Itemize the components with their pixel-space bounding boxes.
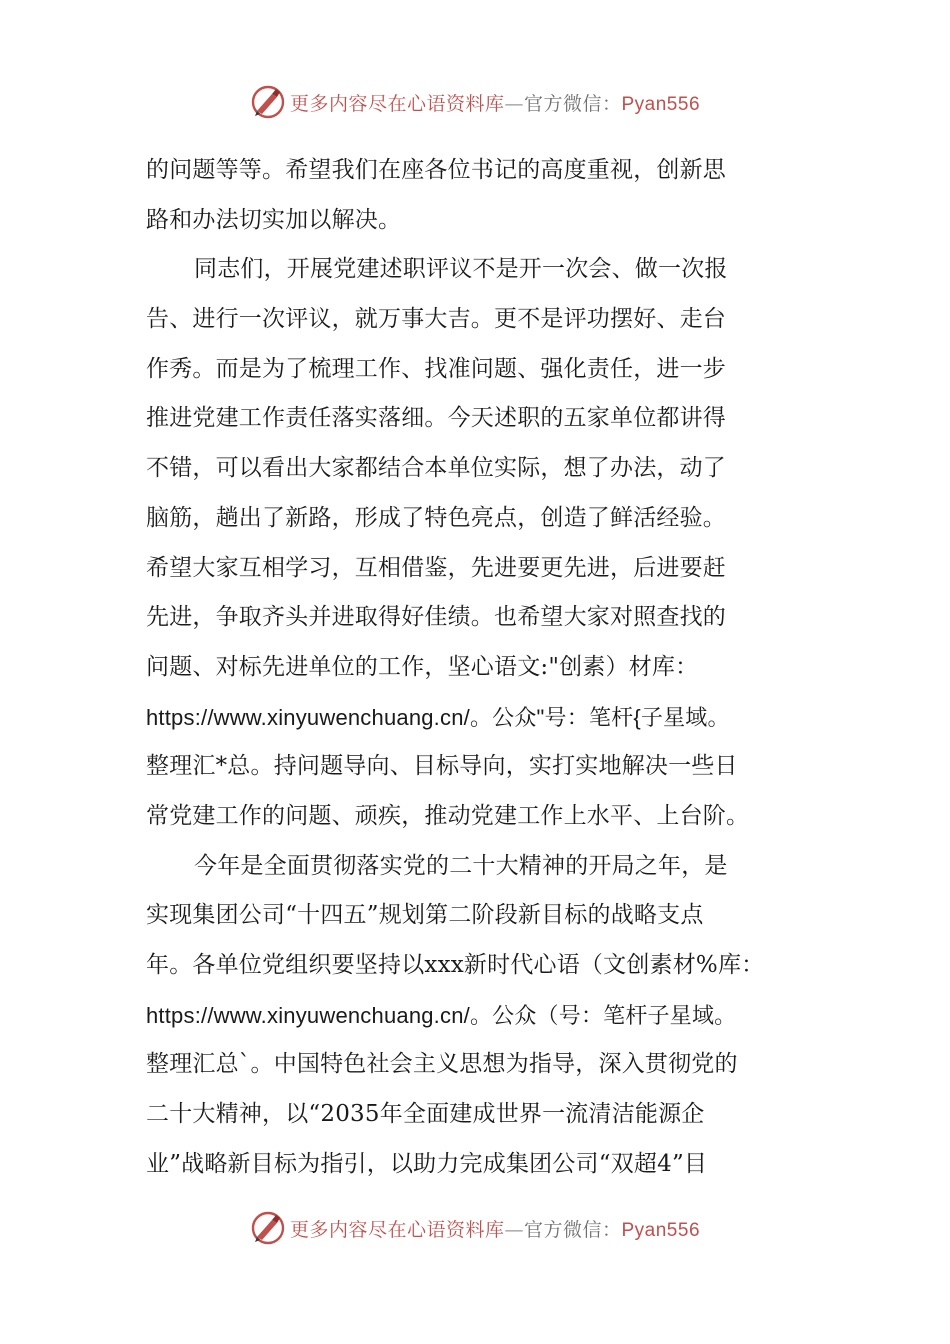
- text-line: 告、进行一次评议，就万事大吉。更不是评功摆好、走台: [146, 306, 726, 333]
- footer-banner: [0, 1206, 950, 1250]
- text-line: 路和办法切实加以解决。: [146, 206, 402, 233]
- text-line: 不错，可以看出大家都结合本单位实际，想了办法，动了: [146, 455, 726, 482]
- pen-logo-icon: [250, 1210, 286, 1246]
- text-line: 脑筋，趟出了新路，形成了特色亮点，创造了鲜活经验。: [146, 504, 726, 531]
- banner-label: 官方微信：: [523, 1218, 622, 1241]
- text-line: 的问题等等。希望我们在座各位书记的高度重视，创新思: [146, 157, 726, 183]
- text-line: 今年是全面贯彻落实党的二十大精神的开局之年，是: [194, 852, 728, 879]
- banner-text: [290, 1215, 700, 1242]
- banner-label: 官方微信：: [523, 92, 622, 115]
- banner-brand: 更多内容尽在心语资料库: [289, 92, 505, 115]
- text-line: 推进党建工作责任落实落细。今天述职的五家单位都讲得: [146, 405, 726, 432]
- url-text-line: https://www.xinyuwenchuang.cn/。公众"号：笔杆{子星域。: [146, 704, 730, 730]
- text-line: 实现集团公司“十四五”规划第二阶段新目标的战略支点: [146, 902, 704, 929]
- text-line: 常党建工作的问题、顽疾，推动党建工作上水平、上台阶。: [146, 802, 750, 829]
- text-line: 希望大家互相学习，互相借鉴，先进要更先进，后进要赶: [146, 554, 726, 581]
- banner-wechat-id: Pyan556: [621, 1219, 701, 1241]
- text-line: 业”战略新目标为指引，以助力完成集团公司“双超4”目: [146, 1150, 708, 1177]
- banner-brand: 更多内容尽在心语资料库: [289, 1218, 505, 1241]
- text-line: 先进，争取齐头并进取得好佳绩。也希望大家对照查找的: [146, 604, 726, 631]
- text-line: 整理汇*总。持问题导向、目标导向，实打实地解决一些日: [146, 753, 738, 780]
- banner-wechat-id: Pyan556: [621, 93, 701, 115]
- text-line: 二十大精神，以“2035年全面建成世界一流清洁能源企: [146, 1101, 705, 1128]
- banner-separator: —: [504, 92, 524, 115]
- text-line: 作秀。而是为了梳理工作、找准问题、强化责任，进一步: [146, 355, 726, 382]
- document-body: [146, 146, 806, 1189]
- text-line: 问题、对标先进单位的工作，坚心语文:"创素）材库：: [146, 653, 699, 680]
- pen-logo-icon: [250, 84, 286, 120]
- url-text-line: https://www.xinyuwenchuang.cn/。公众（号：笔杆子星域。: [146, 1002, 737, 1028]
- text-line: 同志们，开展党建述职评议不是开一次会、做一次报: [194, 256, 728, 283]
- banner-separator: —: [504, 1218, 524, 1241]
- header-banner: [0, 80, 950, 124]
- text-line: 整理汇总`。中国特色社会主义思想为指导，深入贯彻党的: [146, 1051, 738, 1078]
- banner-text: [290, 89, 700, 116]
- text-line: 年。各单位党组织要坚持以xxx新时代心语（文创素材%库：: [146, 952, 765, 978]
